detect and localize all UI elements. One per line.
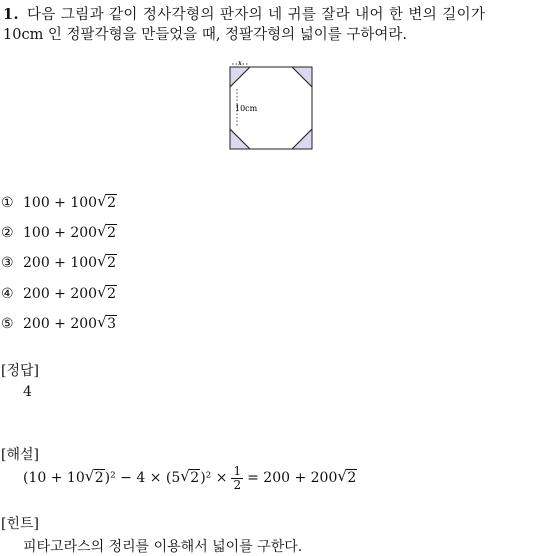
fraction-denominator: 2 (233, 477, 242, 492)
question-line-2: 10cm 인 정팔각형을 만들었을 때, 정팔각형의 넓이를 구하여라. (3, 27, 407, 43)
choice-2[interactable] (1, 225, 117, 241)
formula-part-3: )² × (200, 470, 228, 487)
question-number: 1. (3, 6, 19, 23)
choice-text: 200 + 100 (23, 255, 98, 271)
hint-label: [힌트] (1, 516, 39, 532)
answer-value: 4 (23, 384, 32, 400)
question-text-1: 다음 그림과 같이 정사각형의 판자의 네 귀를 잘라 내어 한 변의 길이가 (26, 7, 486, 23)
sqrt-symbol (97, 195, 117, 211)
sqrt-symbol (97, 225, 117, 241)
choice-text: 200 + 200 (23, 316, 98, 332)
choice-1[interactable] (1, 195, 117, 211)
choice-5[interactable] (1, 316, 117, 332)
radicand: 2 (107, 195, 116, 211)
fraction-numerator: 1 (233, 464, 242, 478)
answer-label: [정답] (1, 363, 39, 379)
octagon-figure (229, 59, 315, 153)
sqrt-symbol (97, 255, 117, 271)
sqrt-symbol (180, 470, 200, 486)
choice-mark: ① (1, 195, 14, 211)
choice-text: 200 + 200 (23, 286, 98, 302)
formula-part-1: (10 + 10 (23, 470, 85, 487)
label-10cm: 10cm (235, 104, 258, 113)
choice-mark: ② (1, 225, 14, 241)
choice-mark: ⑤ (1, 316, 14, 332)
question-line-1 (3, 3, 485, 24)
choice-mark: ④ (1, 286, 14, 302)
sqrt-symbol (97, 286, 117, 302)
choice-3[interactable] (1, 255, 117, 271)
radicand: 3 (107, 316, 116, 332)
radicand: 2 (190, 470, 200, 487)
sqrt-symbol (85, 470, 105, 486)
octagon-diagram (229, 59, 315, 153)
hint-text: 피타고라스의 정리를 이용해서 넓이를 구한다. (23, 539, 303, 555)
sqrt-symbol (97, 316, 117, 332)
choice-4[interactable] (1, 286, 117, 302)
choice-mark: ③ (1, 255, 14, 271)
radicand: 2 (94, 470, 104, 487)
choice-text: 100 + 200 (23, 225, 98, 241)
radicand: 2 (107, 225, 116, 241)
formula-part-4: = 200 + 200 (247, 470, 338, 487)
choice-text: 100 + 100 (23, 195, 98, 211)
radicand: 2 (107, 286, 116, 302)
explanation-formula (23, 465, 357, 491)
radicand: 2 (347, 470, 357, 487)
sqrt-symbol (337, 470, 357, 486)
fraction (231, 465, 243, 491)
explanation-label: [해설] (1, 447, 39, 463)
formula-part-2: )² − 4 × (5 (104, 470, 181, 487)
label-x: x (238, 59, 242, 67)
radicand: 2 (107, 255, 116, 271)
